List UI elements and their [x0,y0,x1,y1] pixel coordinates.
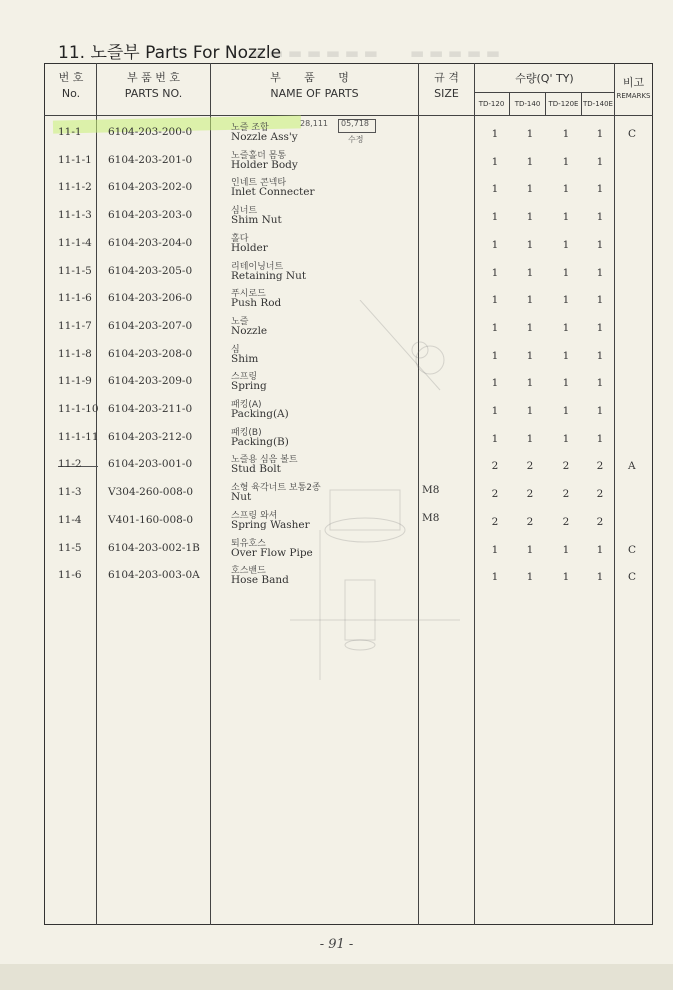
row-name-english: Nozzle Ass'y [231,131,298,143]
row-qty: 2 [562,515,570,528]
row-qty: 2 [526,488,534,501]
row-qty: 1 [491,211,499,224]
row-part-number: 6104-203-206-0 [108,292,193,305]
row-number: 11-5 [58,541,82,554]
row-qty: 1 [491,294,499,307]
qty-header-divider [474,92,614,93]
header-model-td140: TD-140 [514,100,541,108]
row-name-korean: 심 [231,344,240,355]
row-name-korean: 패킹(A) [231,400,262,410]
row-number: 11-4 [58,513,82,526]
row-qty: 2 [526,515,534,528]
row-name-korean: 스프링 [231,372,258,383]
page-title: 11. 노즐부 Parts For Nozzle [58,43,282,63]
page-number: - 91 - [319,937,354,952]
row-qty: 1 [562,377,570,390]
row-qty: 1 [562,294,570,307]
row-qty: 1 [526,349,534,362]
row-name-english: Retaining Nut [231,269,307,282]
row-part-number: 6104-203-212-0 [108,430,193,443]
row-qty: 1 [491,405,499,417]
row-name-english: Stud Bolt [231,463,281,476]
row-qty: 1 [562,183,570,196]
row-qty: 1 [562,128,570,140]
row-name-korean: 노즐홀더 몸통 [231,150,287,161]
header-name: 부 품 명 NAME OF PARTS [270,71,359,100]
row-qty: 2 [596,460,604,473]
row-part-number: 6104-203-200-0 [108,126,193,138]
row-qty: 1 [596,432,604,445]
row-qty: 1 [491,155,499,168]
header-remarks: 비고 REMARKS [616,76,651,100]
row-part-number: 6104-203-209-0 [108,375,193,388]
row-qty: 1 [526,183,534,196]
row-remark: A [628,460,636,473]
row-qty: 1 [596,543,604,556]
row-qty: 1 [491,432,499,445]
row-qty: 2 [491,515,499,528]
row-qty: 1 [596,183,604,196]
row-qty: 2 [596,488,604,501]
column-divider [474,63,475,925]
row-name-english: Spring [231,380,267,393]
row-qty: 1 [596,294,604,307]
row-part-number: 6104-203-204-0 [108,236,193,249]
row-qty: 1 [526,405,534,417]
row-number: 11-1-10 [58,403,99,415]
header-model-td140e: TD-140E [583,100,613,108]
row-number: 11-6 [58,569,82,582]
row-remark: C [628,571,637,584]
row-name-korean: 퇴유호스 [231,538,266,549]
row-qty: 1 [562,543,570,556]
row-qty: 1 [596,321,604,334]
row-qty: 1 [562,321,570,334]
row-name-english: Holder [231,241,268,254]
row-qty: 1 [526,211,534,224]
row-qty: 1 [596,238,604,251]
row-qty: 1 [526,571,534,584]
row-qty: 1 [596,377,604,390]
row-qty: 1 [596,128,604,140]
row-number: 11-1-5 [58,264,92,277]
row-qty: 1 [596,405,604,417]
row-qty: 1 [526,377,534,390]
row-qty: 2 [596,515,604,528]
row-name-korean: 노즐 [231,316,249,327]
row-part-number: 6104-203-202-0 [108,181,193,194]
column-divider [96,63,97,925]
row-qty: 1 [526,238,534,251]
row-name-english: Nut [231,491,252,504]
row-name-korean: 심너트 [231,206,258,217]
bleed-through-text: ▬ ▬ ▬ ▬ ▬ ▬ ▬ [250,44,378,62]
row-qty: 1 [596,211,604,224]
row-name-korean: 인네트 콘넥타 [231,178,287,189]
row-qty: 1 [562,405,570,417]
row-name-english: Inlet Connecter [231,186,315,199]
row-qty: 1 [562,155,570,168]
row-part-number: 6104-203-203-0 [108,209,193,222]
row-qty: 1 [526,128,534,140]
row-qty: 1 [526,321,534,334]
row-part-number: 6104-203-208-0 [108,347,193,360]
row-number: 11-1-1 [58,153,92,166]
scan-margin [0,964,673,990]
row-name-korean: 호스밴드 [231,566,266,577]
header-no: 번 호 No. [58,71,84,100]
row-number: 11-1-4 [58,236,92,249]
row-qty: 2 [526,460,534,473]
row-name-english: Hose Band [231,574,289,587]
row-name-korean: 리테이닝너트 [231,261,284,272]
row-name-english: Shim [231,352,259,365]
row-number: 11-1-11 [58,430,99,443]
row-name-english: Packing(A) [231,408,289,420]
row-number: 11-1 [58,126,82,138]
row-qty: 1 [491,349,499,362]
row-remark: C [628,128,637,140]
row-qty: 1 [562,571,570,584]
handwritten-note: 05,718 [341,119,369,128]
row-qty: 1 [526,432,534,445]
header-size: 규 격 SIZE [434,71,459,100]
row-size: M8 [422,511,440,524]
row-qty: 1 [491,321,499,334]
row-qty: 1 [491,543,499,556]
row-name-english: Over Flow Pipe [231,546,313,559]
row-qty: 1 [526,266,534,279]
header-model-td120: TD-120 [478,100,505,108]
row-qty: 1 [526,543,534,556]
row-part-number: 6104-203-001-0 [108,458,193,471]
row-size: M8 [422,484,440,497]
row-qty: 1 [491,183,499,196]
row-name-korean: 패킹(B) [231,427,262,438]
row-number: 11-2 [58,458,82,471]
row-number: 11-1-9 [58,375,92,388]
row-name-korean: 푸시로드 [231,289,266,300]
row-part-number: V401-160-008-0 [108,513,194,526]
row-part-number: 6104-203-002-1B [108,541,200,554]
row-part-number: 6104-203-201-0 [108,153,193,166]
bleed-through-text: ▬ ▬ ▬ ▬ ▬ [410,44,500,62]
row-qty: 2 [491,460,499,473]
row-qty: 1 [526,155,534,168]
row-qty: 1 [491,571,499,584]
row-number: 11-3 [58,486,82,499]
row-name-english: Spring Washer [231,518,310,531]
row-qty: 1 [491,266,499,279]
row-name-english: Holder Body [231,158,298,171]
row-name-english: Shim Nut [231,214,282,227]
row-name-korean: 노즐 조합 [231,123,269,133]
row-qty: 1 [491,238,499,251]
row-name-english: Push Rod [231,297,282,310]
row-number: 11-1-2 [58,181,92,194]
row-name-korean: 홀다 [231,233,249,244]
row-qty: 1 [596,155,604,168]
row-part-number: V304-260-008-0 [108,486,194,499]
row-remark: C [628,543,637,556]
row-part-number: 6104-203-207-0 [108,319,193,332]
row-qty: 2 [491,488,499,501]
header-qty: 수량(Q' TY) [515,72,574,85]
row-qty: 1 [562,432,570,445]
row-qty: 2 [562,460,570,473]
row-name-korean: 스프링 와셔 [231,510,278,521]
handwritten-note: 수정 [348,135,364,144]
row-qty: 1 [596,266,604,279]
header-model-td120e: TD-120E [548,100,579,108]
row-name-english: Nozzle [231,324,268,337]
header-divider [44,115,653,116]
row-number: 11-1-8 [58,347,92,360]
row-qty: 2 [562,488,570,501]
row-name-korean: 소형 육각너트 보통2종 [231,483,321,494]
column-divider [614,63,615,925]
row-part-number: 6104-203-205-0 [108,264,193,277]
row-name-korean: 노즐용 심음 볼트 [231,455,298,466]
row-number: 11-1-3 [58,209,92,222]
header-parts-no: 부 품 번 호 PARTS NO. [124,71,183,100]
row-qty: 1 [526,294,534,307]
row-qty: 1 [491,377,499,390]
row-qty: 1 [562,349,570,362]
row-qty: 1 [596,571,604,584]
handwritten-note: 28,111 [300,119,328,128]
row-qty: 1 [562,238,570,251]
row-part-number: 6104-203-211-0 [108,403,193,415]
row-number: 11-1-7 [58,319,92,332]
row-number: 11-1-6 [58,292,92,305]
row-part-number: 6104-203-003-0A [108,569,200,582]
column-divider [210,63,211,925]
row-qty: 1 [596,349,604,362]
row-name-english: Packing(B) [231,435,289,448]
row-qty: 1 [562,211,570,224]
row-qty: 1 [491,128,499,140]
row-qty: 1 [562,266,570,279]
